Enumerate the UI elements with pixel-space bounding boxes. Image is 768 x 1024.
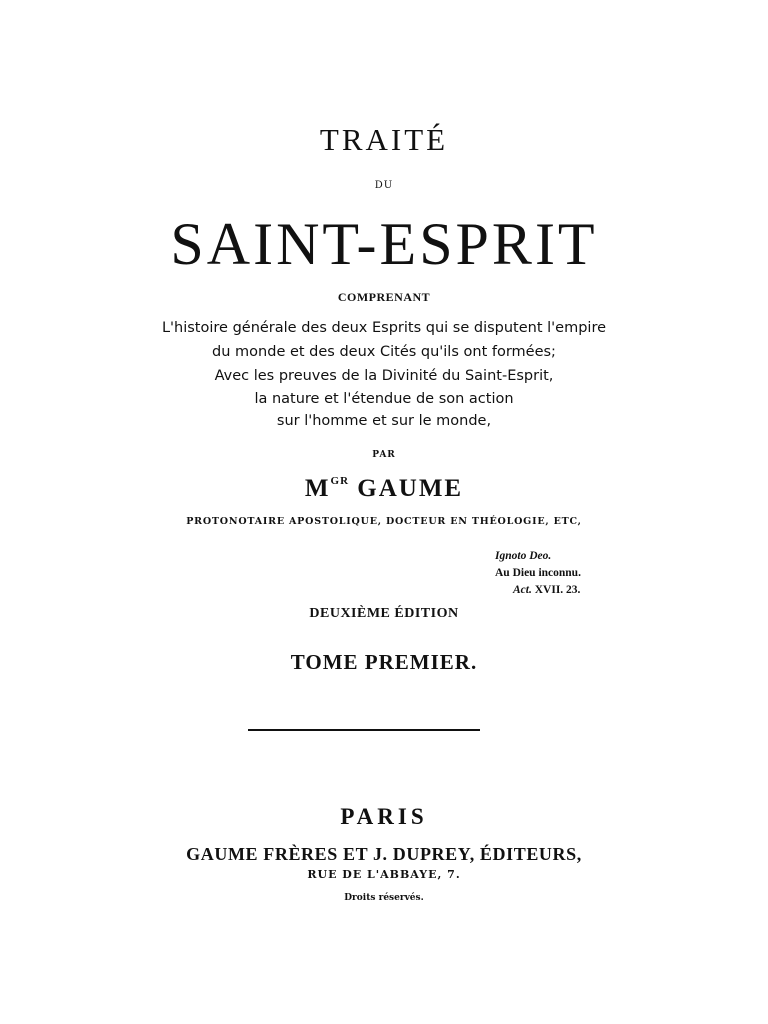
reference-book: Act. [513, 584, 532, 596]
by-label: PAR [372, 450, 396, 460]
epigraph-reference [495, 582, 581, 599]
epigraph-latin: Ignoto Deo. [495, 550, 552, 562]
volume: TOME PREMIER. [290, 650, 478, 674]
title-du: DU [374, 180, 394, 191]
description-line: sur l'homme et sur le monde, [276, 413, 492, 429]
description-line: du monde et des deux Cités qu'ils ont formées; [212, 344, 556, 360]
author-titles: PROTONOTAIRE APOSTOLIQUE, DOCTEUR EN THÉOLOGIE, ETC, [186, 516, 582, 527]
epigraph [495, 548, 581, 599]
imprint-address: RUE DE L'ABBAYE, 7. [307, 868, 461, 881]
divider-rule [248, 729, 480, 731]
title-top: TRAITÉ [319, 122, 449, 157]
rights-notice: Droits réservés. [344, 893, 424, 903]
imprint-publisher: GAUME FRÈRES ET J. DUPREY, ÉDITEURS, [186, 844, 582, 864]
author-prefix: M [304, 475, 331, 502]
author-name: GAUME [357, 475, 464, 502]
description-line: Avec les preuves de la Divinité du Saint-Esprit, [214, 368, 554, 384]
main-title: SAINT-ESPRIT [170, 211, 598, 277]
description-line: la nature et l'étendue de son action [254, 391, 514, 407]
author-superscript: GR [330, 475, 350, 487]
epigraph-french: Au Dieu inconnu. [495, 567, 581, 579]
reference-chapter: XVII. 23. [534, 584, 581, 596]
description-line: L'histoire générale des deux Esprits qui se disputent l'empire [161, 320, 607, 336]
author [0, 475, 768, 503]
subtitle-label: COMPRENANT [337, 290, 431, 304]
imprint-city: PARIS [340, 804, 428, 829]
edition: DEUXIÈME ÉDITION [309, 606, 459, 621]
